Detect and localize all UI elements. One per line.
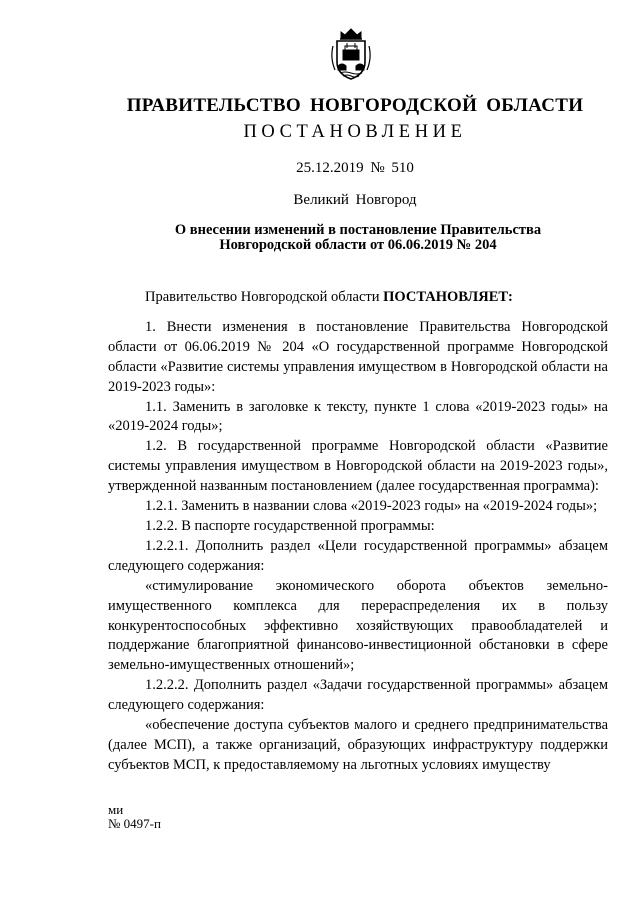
intro-decree-word: ПОСТАНОВЛЯЕТ:: [383, 289, 513, 305]
paragraph: 1. Внести изменения в постановление Правительства Новгородской области от 06.06.2019 № 204 «О государственной программе Новгородской области «Развитие системы управления имуществом в Новгородской области на 2019-2023 годы»:: [108, 318, 608, 395]
subject-line-1: О внесении изменений в постановление Правительства: [174, 222, 542, 238]
organization-title: ПРАВИТЕЛЬСТВО НОВГОРОДСКОЙ ОБЛАСТИ: [126, 95, 584, 116]
paragraph: «обеспечение доступа субъектов малого и среднего предпринимательства (далее МСП), а также организаций, образующих инфраструктуру поддержки субъектов МСП, к предоставляемому на льготных условиях имуществу: [108, 717, 608, 773]
paragraph: 1.2.2.2. Дополнить раздел «Задачи государственной программы» абзацем следующего содержания:: [108, 677, 608, 714]
paragraph: 1.2.1. Заменить в названии слова «2019-2023 годы» на «2019-2024 годы»;: [145, 498, 598, 515]
document-type: ПОСТАНОВЛЕНИЕ: [243, 122, 467, 142]
paragraph: 1.2.2.1. Дополнить раздел «Цели государственной программы» абзацем следующего содержания:: [108, 537, 608, 574]
paragraph: «стимулирование экономического оборота объектов земельно-имущественного комплекса для перераспределения их в пользу конкурентоспособных эффективно хозяйствующих правообладателей и поддержание благоприятной финансово-инвестиционной обстановки в сфере земельно-имущественных отношений»;: [108, 577, 608, 674]
intro-paragraph: [108, 288, 608, 308]
subject-line-2: Новгородской области от 06.06.2019 № 204: [219, 237, 497, 253]
footer-initials: ми: [108, 802, 124, 817]
paragraph: 1.1. Заменить в заголовке к тексту, пункте 1 слова «2019-2023 годы» на «2019-2024 годы»;: [108, 398, 608, 435]
coat-of-arms-icon: [327, 26, 375, 82]
document-subject: [0, 223, 640, 253]
paragraph: 1.2. В государственной программе Новгородской области «Развитие системы управления имуществом в Новгородской области на 2019-2023 годы», утвержденной названным постановлением (далее государственная программа):: [108, 438, 608, 495]
paragraph: 1.2.2. В паспорте государственной программы:: [145, 517, 435, 534]
footer-number: № 0497-п: [108, 815, 161, 831]
document-footer-code: [108, 803, 161, 830]
document-date-number: 25.12.2019 № 510: [296, 160, 414, 176]
document-place: Великий Новгород: [293, 192, 417, 208]
document-body: [108, 288, 608, 776]
intro-text: Правительство Новгородской области: [145, 289, 384, 305]
